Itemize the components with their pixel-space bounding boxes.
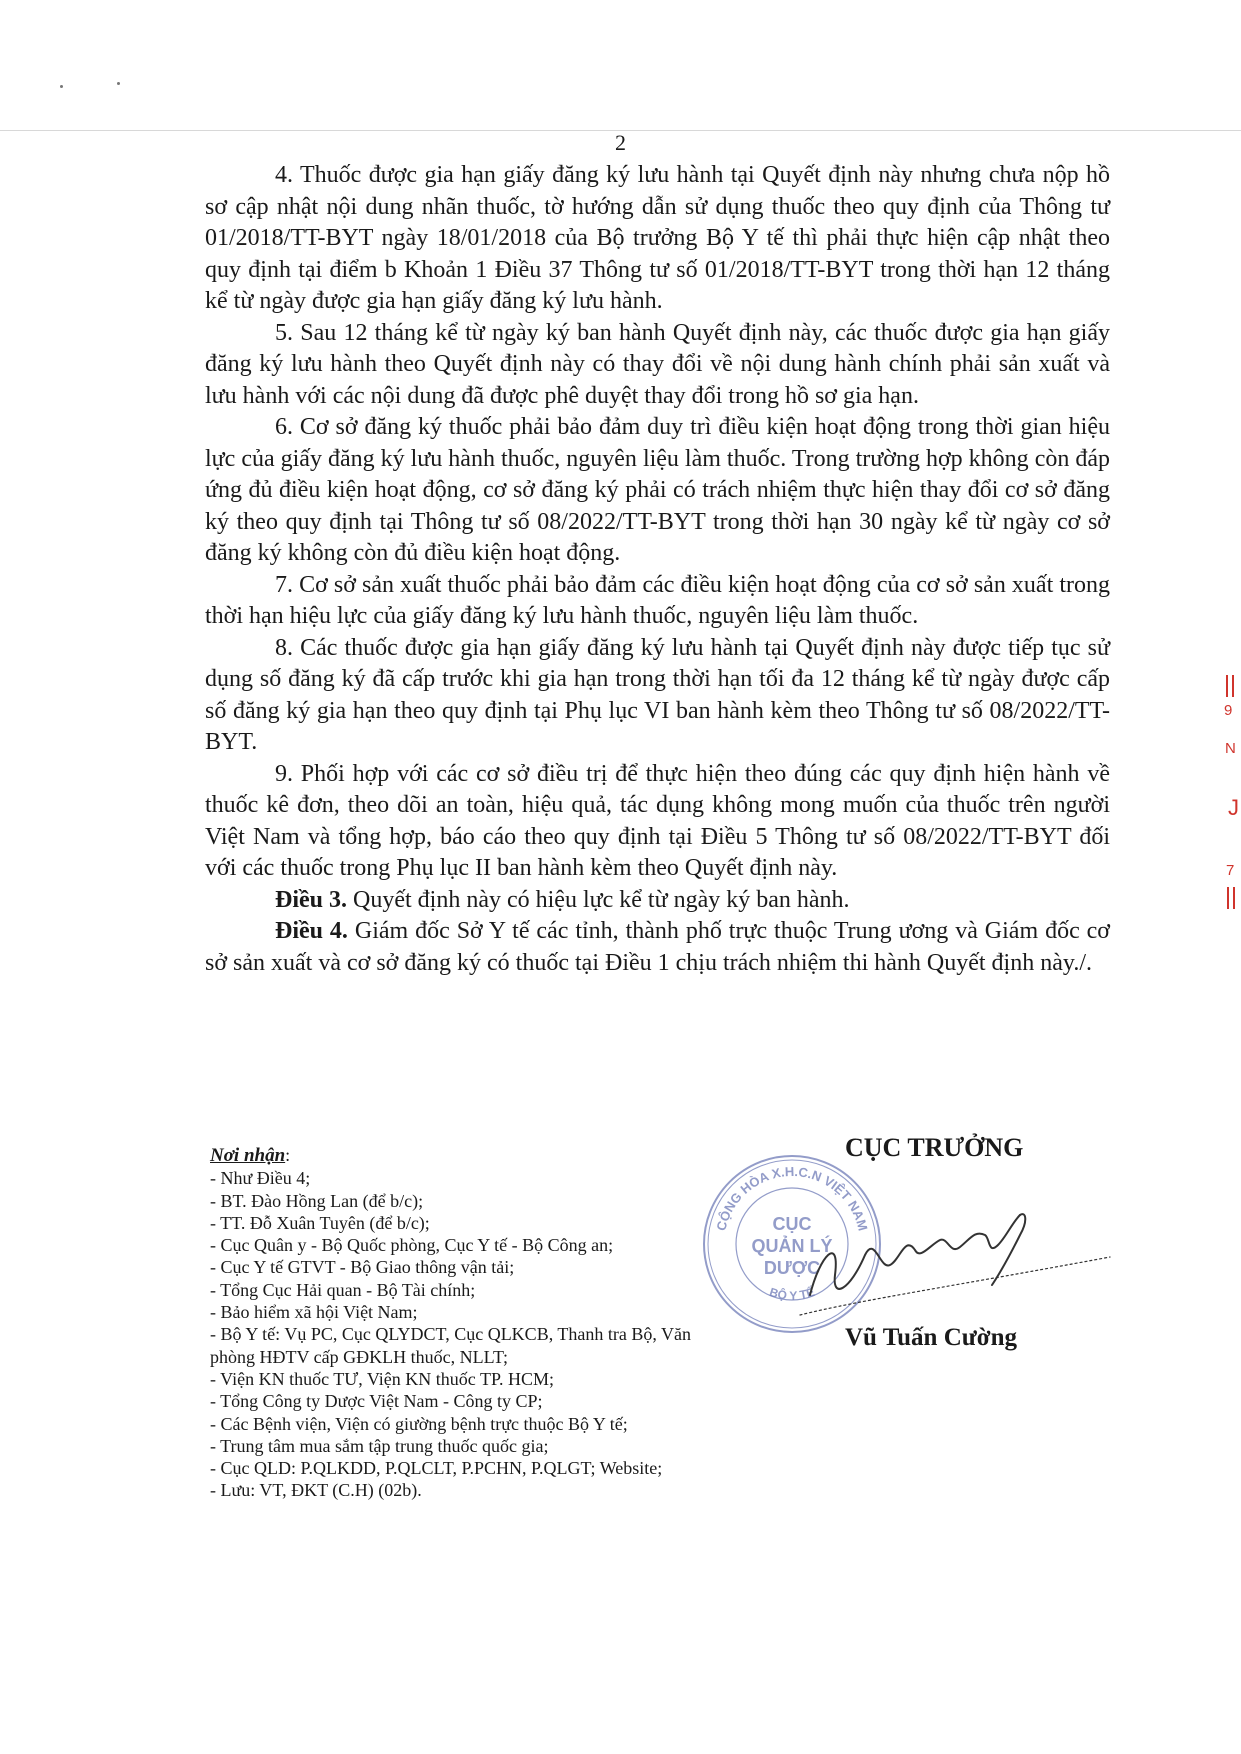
recipient-item: - Bộ Y tế: Vụ PC, Cục QLYDCT, Cục QLKCB, Thanh tra Bộ, Văn phòng HĐTV cấp GĐKLH thuốc, NLLT; — [210, 1324, 692, 1367]
recipient-item: - Tổng Cục Hải quan - Bộ Tài chính; — [210, 1279, 476, 1300]
scan-speck — [60, 85, 63, 88]
recipient-item: - Bảo hiểm xã hội Việt Nam; — [210, 1302, 418, 1323]
recipient-item: - Trung tâm mua sắm tập trung thuốc quốc gia; — [210, 1435, 549, 1456]
margin-mark: N — [1225, 740, 1236, 757]
recipients-list — [210, 1144, 730, 1502]
recipients-heading: Nơi nhận — [210, 1145, 286, 1166]
handwritten-signature — [780, 1175, 1130, 1335]
recipient-item: - BT. Đào Hồng Lan (để b/c); — [210, 1190, 424, 1211]
article-4: Điều 4. Giám đốc Sở Y tế các tỉnh, thành phố trực thuộc Trung ương và Giám đốc cơ sở sản xuất và cơ sở đăng ký có thuốc tại Điều 1 chịu trách nhiệm thi hành Quyết định này./. — [205, 918, 1110, 976]
paragraph-item-8: 8. Các thuốc được gia hạn giấy đăng ký lưu hành tại Quyết định này được tiếp tục sử dụng số đăng ký đã cấp trước khi gia hạn trong thời hạn tối đa 12 tháng kể từ ngày được cấp số đăng ký gia hạn theo quy định tại Phụ lục VI ban hành kèm theo Thông tư số 08/2022/TT-BYT. — [205, 634, 1110, 755]
article-3: Điều 3. Quyết định này có hiệu lực kể từ ngày ký ban hành. — [275, 886, 850, 913]
paragraph-item-7: 7. Cơ sở sản xuất thuốc phải bảo đảm các điều kiện hoạt động của cơ sở sản xuất trong thời hạn hiệu lực của giấy đăng ký lưu hành thuốc, nguyên liệu làm thuốc. — [205, 571, 1110, 629]
signer-title: CỤC TRƯỞNG — [845, 1133, 1024, 1162]
stamp-bottom-text: BỘ Y TẾ — [767, 1284, 817, 1303]
recipients-heading-line: Nơi nhận: — [210, 1145, 291, 1166]
margin-mark: 7 — [1226, 862, 1235, 879]
recipient-item: - Cục Y tế GTVT - Bộ Giao thông vận tải; — [210, 1257, 515, 1278]
stamp-center-line: CỤC — [772, 1214, 812, 1234]
paragraph-item-4: 4. Thuốc được gia hạn giấy đăng ký lưu hành tại Quyết định này nhưng chưa nộp hồ sơ cập nhật nội dung nhãn thuốc, tờ hướng dẫn sử dụng thuốc theo quy định của Thông tư 01/2018/TT-BYT ngày 18/01/2018 của Bộ trưởng Bộ Y tế thì phải thực hiện cập nhật theo quy định tại điểm b Khoản 1 Điều 37 Thông tư số 01/2018/TT-BYT trong thời hạn 12 tháng kể từ ngày được gia hạn giấy đăng ký lưu hành. — [205, 162, 1110, 314]
stamp-center-line: QUẢN LÝ — [751, 1236, 833, 1256]
recipient-item: - Cục Quân y - Bộ Quốc phòng, Cục Y tế - Bộ Công an; — [210, 1235, 614, 1256]
paragraph-item-5: 5. Sau 12 tháng kể từ ngày ký ban hành Quyết định này, các thuốc được gia hạn giấy đăng ký lưu hành theo Quyết định này có thay đổi về nội dung hành chính phải sản xuất và lưu hành với các nội dung đã được phê duyệt thay đổi trong hồ sơ gia hạn. — [205, 319, 1110, 409]
paragraph-item-9: 9. Phối hợp với các cơ sở điều trị để thực hiện theo đúng các quy định hiện hành về thuốc kê đơn, theo dõi an toàn, hiệu quả, tác dụng không mong muốn của thuốc trên người Việt Nam và tổng hợp, báo cáo theo quy định tại Điều 5 Thông tư số 08/2022/TT-BYT đối với các thuốc trong Phụ lục II ban hành kèm theo Quyết định này. — [205, 760, 1110, 881]
recipient-item: - Các Bệnh viện, Viện có giường bệnh trực thuộc Bộ Y tế; — [210, 1413, 628, 1434]
stamp-center-line: DƯỢC — [763, 1258, 821, 1278]
recipient-item: - Cục QLD: P.QLKDD, P.QLCLT, P.PCHN, P.QLGT; Website; — [210, 1458, 663, 1479]
recipient-item: - TT. Đỗ Xuân Tuyên (để b/c); — [210, 1212, 430, 1233]
recipient-item: - Viện KN thuốc TƯ, Viện KN thuốc TP. HCM; — [210, 1368, 554, 1389]
signer-name: Vũ Tuấn Cường — [845, 1324, 1017, 1351]
paragraph-item-6: 6. Cơ sở đăng ký thuốc phải bảo đảm duy trì điều kiện hoạt động trong thời gian hiệu lực của giấy đăng ký lưu hành thuốc, nguyên liệu làm thuốc. Trong trường hợp không còn đáp ứng đủ điều kiện hoạt động, cơ sở đăng ký phải có trách nhiệm thực hiện thay đổi cơ sở đăng ký theo quy định tại Thông tư số 08/2022/TT-BYT trong thời hạn 30 ngày kể từ ngày cơ sở đăng ký không còn đủ điều kiện hoạt động. — [205, 414, 1110, 566]
recipient-item: - Tổng Công ty Dược Việt Nam - Công ty CP; — [210, 1391, 543, 1412]
decision-body — [205, 160, 1110, 979]
margin-stamp-marks — [1222, 675, 1241, 935]
margin-mark: 9 — [1224, 702, 1233, 719]
scan-speck — [117, 82, 120, 85]
page-number: 2 — [615, 130, 626, 155]
recipient-item: - Như Điều 4; — [210, 1168, 311, 1189]
recipient-item: - Lưu: VT, ĐKT (C.H) (02b). — [210, 1480, 422, 1501]
margin-mark: J — [1228, 795, 1239, 820]
stamp-ring-text: CỘNG HÒA X.H.C.N VIỆT NAM — [713, 1163, 871, 1233]
